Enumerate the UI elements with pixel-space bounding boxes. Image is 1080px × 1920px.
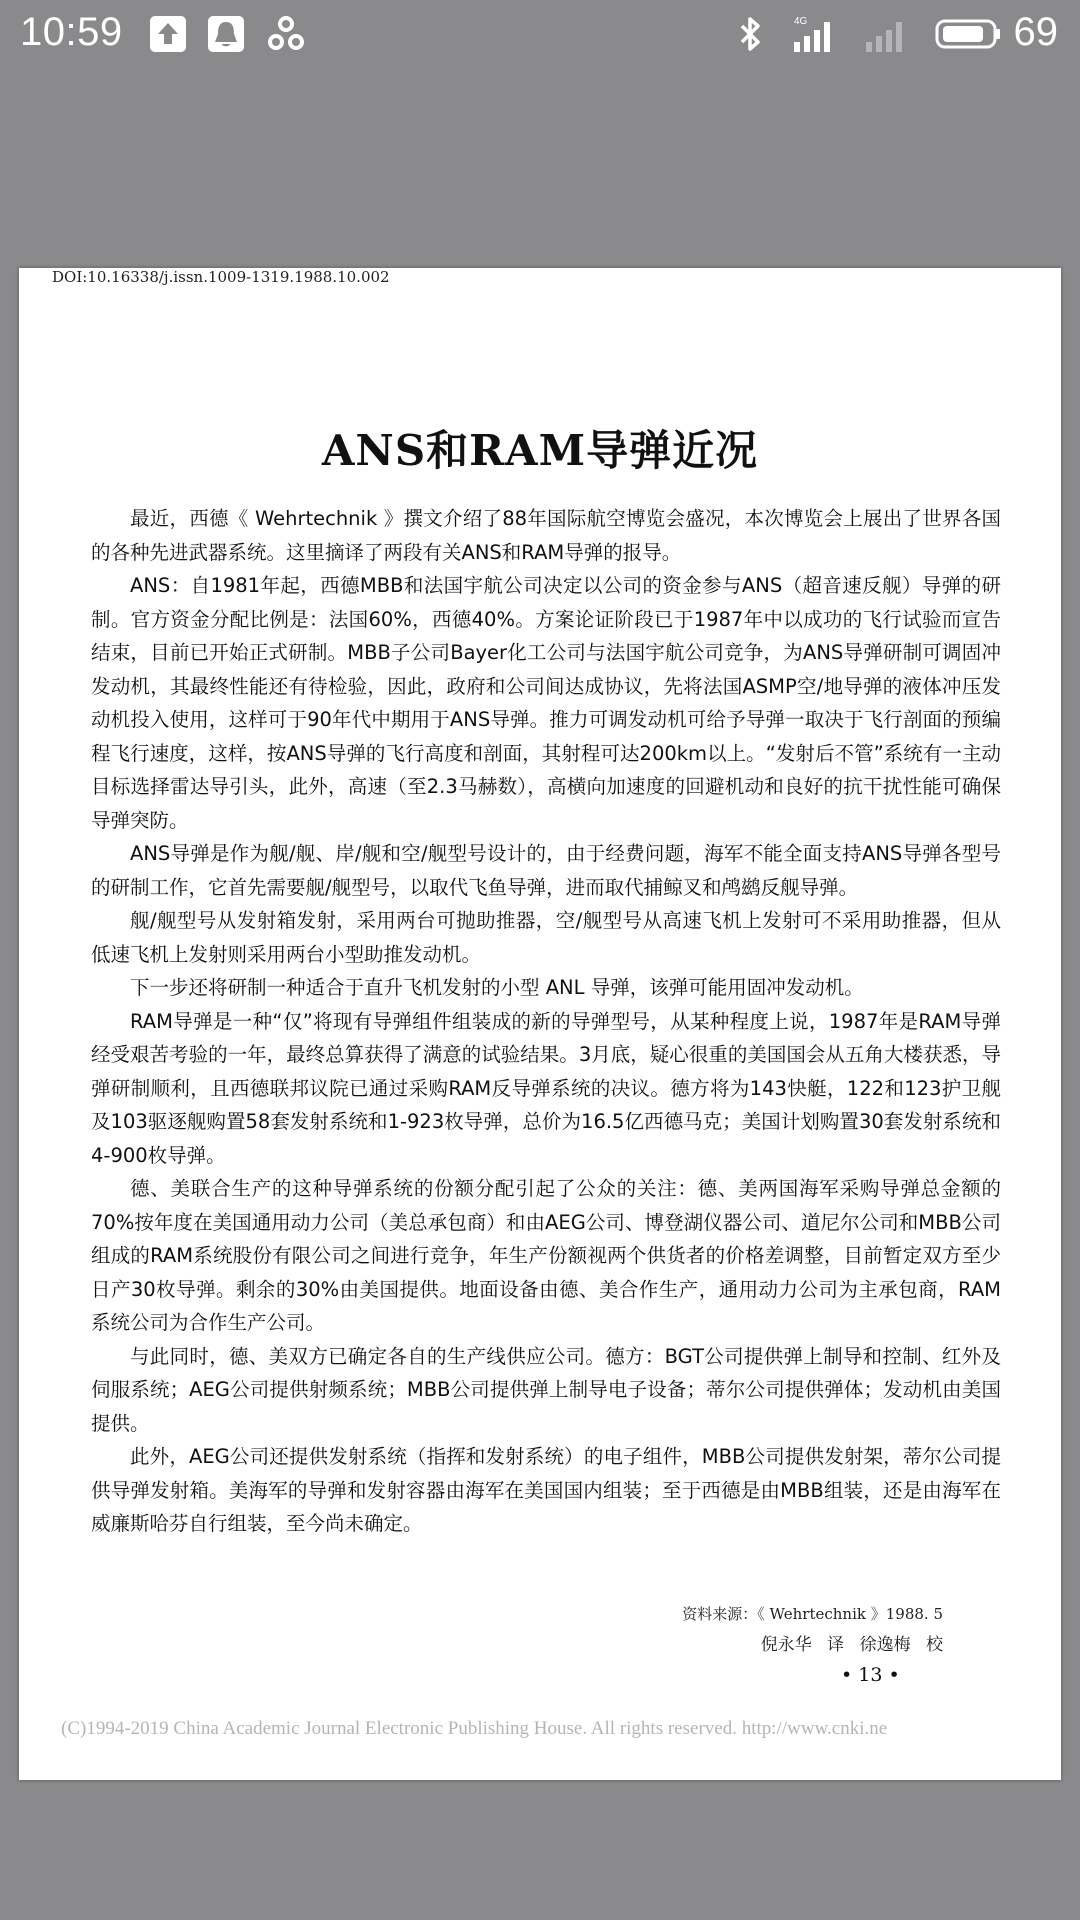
paragraph: 最近，西德《 Wehrtechnik 》撰文介绍了88年国际航空博览会盛况，本次博览会上展出了世界各国的各种先进武器系统。这里摘译了两段有关ANS和RAM导弹的报导。: [91, 507, 1001, 564]
signal-icon: [790, 14, 840, 54]
article-body: [91, 502, 1001, 1541]
upload-icon: [148, 14, 188, 54]
paragraph: 下一步还将研制一种适合于直升飞机发射的小型 ANL 导弹，该弹可能用固冲发动机。: [130, 976, 864, 999]
battery-level: 69: [1013, 10, 1058, 54]
status-bar: [0, 0, 1080, 70]
document-page[interactable]: [19, 268, 1061, 1780]
page-number: • 13 •: [841, 1664, 900, 1686]
share-link-icon: [266, 14, 306, 54]
paragraph: 舰/舰型号从发射箱发射，采用两台可抛助推器，空/舰型号从高速飞机上发射可不采用助推器，但从低速飞机上发射则采用两台小型助推发动机。: [91, 909, 1001, 966]
doi-label: DOI:10.16338/j.issn.1009-1319.1988.10.002: [52, 268, 390, 286]
paragraph: 此外，AEG公司还提供发射系统（指挥和发射系统）的电子组件，MBB公司提供发射架，蒂尔公司提供导弹发射箱。美海军的导弹和发射容器由海军在美国国内组装；至于西德是由MBB组装，还是由海军在威廉斯哈芬自行组装，至今尚未确定。: [91, 1445, 1001, 1535]
source-citation: 资料来源：《 Wehrtechnik 》1988. 5: [682, 1605, 943, 1623]
battery-icon: [934, 14, 1002, 54]
network-type-label: 4G: [794, 16, 808, 27]
paragraph: ANS导弹是作为舰/舰、岸/舰和空/舰型号设计的，由于经费问题，海军不能全面支持ANS导弹各型号的研制工作，它首先需要舰/舰型号，以取代飞鱼导弹，进而取代捕鲸叉和鸬鹚反舰导弹。: [91, 842, 1001, 899]
paragraph: ANS：自1981年起，西德MBB和法国宇航公司决定以公司的资金参与ANS（超音速反舰）导弹的研制。官方资金分配比例是：法国60%，西德40%。方案论证阶段已于1987年中以成功的飞行试验而宣告结束，目前已开始正式研制。MBB子公司Bayer化工公司与法国宇航公司竞争，为ANS导弹研制可调固冲发动机，其最终性能还有待检验，因此，政府和公司间达成协议，先将法国ASMP空/地导弹的液体冲压发动机投入使用，这样可于90年代中期用于ANS导弹。推力可调发动机可给予导弹一取决于飞行剖面的预编程飞行速度，这样，按ANS导弹的飞行高度和剖面，其射程可达200km以上。“发射后不管”系统有一主动目标选择雷达导引头，此外，高速（至2.3马赫数），高横向加速度的回避机动和良好的抗干扰性能可确保导弹突防。: [91, 574, 1001, 832]
notification-icon: [206, 14, 246, 54]
status-time: 10:59: [20, 10, 123, 54]
translator-credits: 倪永华 译 徐逸梅 校: [760, 1635, 943, 1655]
paragraph: 与此同时，德、美双方已确定各自的生产线供应公司。德方：BGT公司提供弹上制导和控制、红外及伺服系统；AEG公司提供射频系统；MBB公司提供弹上制导电子设备；蒂尔公司提供弹体；发动机由美国提供。: [91, 1344, 1001, 1435]
bluetooth-icon: [730, 14, 770, 54]
paragraph: RAM导弹是一种“仅”将现有导弹组件组装成的新的导弹型号，从某种程度上说，1987年是RAM导弹经受艰苦考验的一年，最终总算获得了满意的试验结果。3月底，疑心很重的美国国会从五角大楼获悉，导弹研制顺利，且西德联邦议院已通过采购RAM反导弹系统的决议。德方将为143快艇，122和123护卫舰及103驱逐舰购置58套发射系统和1-923枚导弹，总价为16.5亿西德马克；美国计划购置30套发射系统和4-900枚导弹。: [91, 1009, 1001, 1167]
paragraph: 德、美联合生产的这种导弹系统的份额分配引起了公众的关注：德、美两国海军采购导弹总金额的70%按年度在美国通用动力公司（美总承包商）和由AEG公司、博登湖仪器公司、道尼尔公司和MBB公司组成的RAM系统股份有限公司之间进行竞争，年生产份额视两个供货者的价格差调整，目前暂定双方至少日产30枚导弹。剩余的30%由美国提供。地面设备由德、美合作生产，通用动力公司为主承包商，RAM系统公司为合作生产公司。: [91, 1177, 1001, 1334]
copyright-watermark: (C)1994-2019 China Academic Journal Electronic Publishing House. All rights reserved. http://www.cnki.ne: [61, 1718, 888, 1739]
signal-empty-icon: [862, 14, 912, 54]
article-title: ANS和RAM导弹近况: [321, 426, 759, 475]
